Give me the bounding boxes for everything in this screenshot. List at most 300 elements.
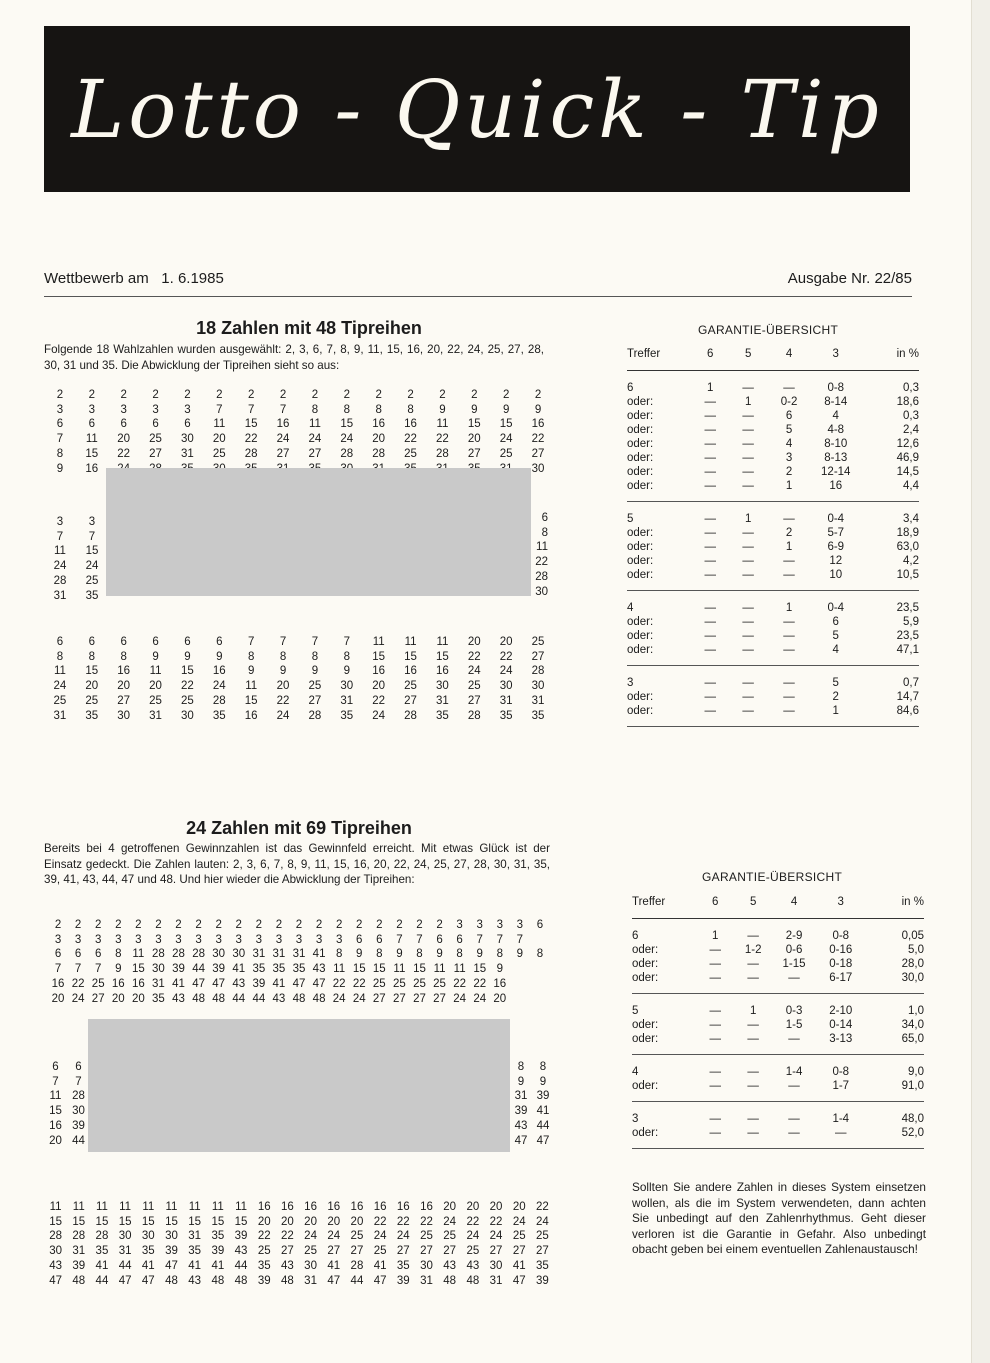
- grid-number: 7: [74, 963, 82, 976]
- grid-number: 8: [517, 1061, 525, 1073]
- grid-number: 22: [420, 1215, 433, 1228]
- table-cell: 9,0: [908, 1065, 924, 1078]
- grid-number: 22: [372, 694, 386, 707]
- table-cell: 8-13: [824, 451, 848, 464]
- grid-number: 43: [232, 977, 246, 990]
- system-grid-24-top: [48, 918, 550, 1006]
- grid-number: 2: [279, 389, 287, 401]
- table-row: [627, 540, 919, 554]
- grid-number: 44: [350, 1274, 364, 1287]
- table-row: [627, 526, 919, 540]
- grid-number: 28: [72, 1090, 85, 1103]
- table-cell: 1,0: [908, 1004, 924, 1017]
- grid-number: 6: [184, 636, 191, 648]
- grid-number: 25: [85, 574, 99, 587]
- table-row: [627, 423, 919, 437]
- table-cell: —: [783, 676, 795, 689]
- grid-number: 48: [72, 1274, 86, 1287]
- table-cell: 4: [627, 601, 634, 614]
- table-cell: 4: [832, 409, 839, 422]
- table-cell: oder:: [632, 943, 659, 956]
- grid-number: 41: [272, 977, 286, 990]
- grid-number: 25: [393, 977, 406, 990]
- table-cell: 1: [744, 395, 752, 408]
- table-cell: 10: [829, 568, 843, 581]
- table-cell: —: [747, 971, 759, 984]
- grid-number: 35: [212, 709, 226, 722]
- grid-number: 20: [493, 992, 507, 1005]
- grid-number: 28: [308, 709, 322, 722]
- table-cell: —: [704, 554, 716, 567]
- grid-number: 41: [211, 1259, 225, 1272]
- grid-number: 20: [257, 1215, 271, 1228]
- grid-number: 20: [350, 1215, 364, 1228]
- grid-number: 31: [436, 694, 449, 707]
- table-cell: —: [747, 957, 759, 970]
- table-row: [627, 381, 919, 395]
- grid-number: 25: [257, 1245, 271, 1258]
- table-header: in %: [896, 347, 919, 360]
- table-cell: 3: [632, 1112, 639, 1125]
- table-cell: 18,9: [896, 526, 919, 539]
- grid-number: 6: [152, 418, 159, 431]
- grid-number: 22: [466, 1215, 480, 1228]
- grid-number: 41: [512, 1259, 526, 1272]
- system-grid-18-top: [44, 388, 554, 476]
- grid-number: 11: [95, 1201, 108, 1213]
- grid-number: 7: [396, 933, 403, 946]
- grid-number: 9: [184, 650, 191, 663]
- grid-number: 24: [340, 433, 354, 446]
- guarantee-title-24: GARANTIE-ÜBERSICHT: [702, 870, 843, 884]
- grid-number: 6: [74, 948, 82, 961]
- grid-number: 22: [71, 977, 85, 990]
- grid-number: 27: [372, 992, 386, 1005]
- table-row: [632, 1079, 924, 1093]
- grid-number: 35: [436, 709, 449, 722]
- table-row: [627, 395, 919, 409]
- grid-number: 20: [131, 992, 145, 1005]
- grid-number: 48: [165, 1274, 178, 1287]
- grid-number: 22: [436, 433, 449, 446]
- grid-number: 22: [531, 433, 545, 446]
- grid-number: 48: [443, 1274, 457, 1287]
- grid-number: 44: [192, 963, 205, 976]
- grid-number: 9: [216, 650, 223, 663]
- grid-number: 30: [436, 680, 449, 693]
- grid-number: 6: [456, 933, 463, 946]
- grid-number: 22: [281, 1230, 294, 1243]
- grid-number: 35: [531, 709, 545, 722]
- table-row: [632, 1065, 924, 1079]
- grid-number: 20: [276, 680, 290, 693]
- grid-number: 2: [311, 389, 319, 401]
- table-cell: —: [709, 1018, 721, 1031]
- grid-number: 24: [276, 433, 290, 446]
- table-cell: —: [747, 929, 759, 942]
- grid-number: 16: [436, 665, 449, 678]
- table-cell: 2-10: [829, 1004, 853, 1017]
- table-cell: oder:: [627, 479, 654, 492]
- grid-number: 6: [356, 933, 363, 946]
- table-cell: 0-8: [832, 929, 850, 942]
- grid-number: 27: [531, 447, 545, 460]
- grid-number: 2: [275, 919, 283, 931]
- table-cell: 1: [785, 540, 793, 553]
- grid-number: 7: [88, 530, 96, 543]
- table-cell: 6-9: [827, 540, 845, 553]
- table-cell: —: [783, 512, 795, 525]
- grid-number: 27: [117, 694, 131, 707]
- table-header: 6: [712, 895, 719, 908]
- grid-number: 15: [244, 418, 258, 431]
- grid-number: 22: [257, 1230, 271, 1243]
- table-row: [627, 554, 919, 568]
- guarantee-title-18: GARANTIE-ÜBERSICHT: [698, 323, 839, 337]
- grid-number: 2: [343, 389, 351, 401]
- grid-number: 8: [539, 1061, 547, 1073]
- grid-number: 2: [56, 389, 64, 401]
- grid-number: 8: [536, 948, 544, 961]
- table-cell: 47,1: [896, 643, 919, 656]
- grid-number: 39: [234, 1230, 248, 1243]
- grid-number: 9: [311, 665, 319, 678]
- grid-number: 11: [245, 680, 258, 693]
- grid-number: 6: [536, 919, 544, 931]
- table-cell: 5: [832, 676, 839, 689]
- grid-number: 25: [372, 977, 386, 990]
- grid-number: 15: [244, 694, 258, 707]
- grid-number: 9: [517, 1075, 525, 1088]
- grid-number: 35: [340, 709, 354, 722]
- grid-number: 25: [308, 680, 322, 693]
- table-cell: —: [742, 690, 754, 703]
- table-cell: —: [783, 615, 795, 628]
- grid-number: 24: [212, 680, 226, 693]
- grid-number: 24: [327, 1230, 341, 1243]
- grid-number: 15: [72, 1215, 86, 1228]
- grid-number: 24: [304, 1230, 317, 1243]
- grid-number: 11: [393, 963, 406, 976]
- table-cell: —: [747, 1018, 759, 1031]
- table-cell: 1-7: [832, 1079, 850, 1092]
- grid-number: 20: [512, 1201, 526, 1213]
- grid-number: 48: [192, 992, 205, 1005]
- table-cell: —: [783, 643, 795, 656]
- grid-number: 27: [413, 992, 426, 1005]
- grid-number: 16: [117, 665, 131, 678]
- table-row: [627, 451, 919, 465]
- table-header: 3: [837, 895, 844, 908]
- grid-number: 16: [281, 1201, 294, 1213]
- grid-number: 43: [312, 963, 326, 976]
- grid-number: 27: [350, 1245, 364, 1258]
- table-row: [632, 1018, 924, 1032]
- grid-number: 28: [372, 447, 386, 460]
- grid-number: 2: [375, 389, 382, 401]
- grid-number: 7: [56, 433, 64, 446]
- table-row: [632, 1032, 924, 1046]
- table-cell: —: [742, 554, 754, 567]
- grid-number: 24: [396, 1230, 410, 1243]
- grid-number: 43: [443, 1259, 457, 1272]
- grid-number: 43: [272, 992, 286, 1005]
- grid-number: 3: [155, 933, 162, 946]
- table-cell: —: [704, 540, 716, 553]
- grid-number: 6: [120, 636, 127, 648]
- grid-number: 27: [396, 1245, 410, 1258]
- grid-number: 22: [117, 447, 131, 460]
- grid-number: 15: [467, 418, 481, 431]
- table-cell: 0,3: [903, 381, 919, 394]
- grid-number: 3: [295, 933, 303, 946]
- table-cell: 2-9: [785, 929, 803, 942]
- grid-number: 24: [512, 1215, 526, 1228]
- grid-number: 30: [141, 1230, 155, 1243]
- grid-number: 24: [276, 709, 290, 722]
- grid-number: 35: [272, 963, 286, 976]
- grid-number: 47: [373, 1274, 387, 1287]
- grid-number: 15: [404, 650, 417, 663]
- grid-number: 25: [404, 447, 417, 460]
- grid-number: 9: [534, 403, 542, 416]
- table-cell: oder:: [632, 1032, 659, 1045]
- grid-number: 24: [466, 1230, 480, 1243]
- table-cell: 0-2: [780, 395, 798, 408]
- table-cell: 1: [749, 1004, 757, 1017]
- table-cell: —: [788, 1079, 800, 1092]
- header-rule: [44, 296, 912, 297]
- grid-number: 24: [499, 433, 513, 446]
- grid-number: 30: [212, 948, 226, 961]
- table-cell: oder:: [632, 957, 659, 970]
- table-cell: —: [704, 615, 716, 628]
- grid-number: 20: [149, 680, 162, 693]
- grid-number: 8: [247, 650, 255, 663]
- table-cell: oder:: [627, 704, 654, 717]
- table-cell: 14,5: [896, 465, 919, 478]
- redacted-area: [88, 1019, 510, 1152]
- grid-number: 2: [502, 389, 510, 401]
- grid-number: 9: [396, 948, 403, 961]
- table-cell: 0-3: [785, 1004, 803, 1017]
- grid-number: 20: [304, 1215, 317, 1228]
- grid-number: 8: [335, 948, 343, 961]
- grid-number: 30: [49, 1245, 62, 1258]
- grid-number: 30: [165, 1230, 178, 1243]
- grid-number: 44: [232, 992, 246, 1005]
- table-cell: oder:: [627, 690, 654, 703]
- table-cell: 1-5: [785, 1018, 803, 1031]
- grid-number: 39: [212, 963, 226, 976]
- grid-number: 43: [188, 1274, 202, 1287]
- table-cell: —: [742, 465, 754, 478]
- grid-number: 35: [141, 1245, 155, 1258]
- grid-number: 43: [281, 1259, 294, 1272]
- grid-number: 16: [373, 1201, 387, 1213]
- grid-number: 27: [536, 1245, 549, 1258]
- grid-number: 15: [234, 1215, 248, 1228]
- grid-number: 11: [308, 418, 321, 431]
- table-row: [627, 409, 919, 423]
- table-row: [627, 512, 919, 526]
- grid-number: 20: [111, 992, 125, 1005]
- grid-number: 27: [327, 1245, 341, 1258]
- grid-number: 39: [72, 1119, 85, 1132]
- table-cell: —: [783, 568, 795, 581]
- grid-number: 31: [420, 1274, 433, 1287]
- grid-number: 3: [235, 933, 242, 946]
- table-cell: 6: [832, 615, 839, 628]
- table-cell: oder:: [627, 643, 654, 656]
- grid-number: 27: [149, 447, 162, 460]
- grid-number: 27: [489, 1245, 503, 1258]
- table-cell: —: [783, 381, 795, 394]
- grid-number: 41: [373, 1259, 387, 1272]
- grid-number: 9: [247, 665, 255, 678]
- grid-number: 15: [95, 1215, 109, 1228]
- grid-number: 48: [466, 1274, 480, 1287]
- table-row: [632, 1004, 924, 1018]
- table-cell: 46,9: [896, 451, 919, 464]
- table-cell: 8-14: [824, 395, 848, 408]
- grid-number: 7: [476, 933, 483, 946]
- grid-number: 7: [75, 1075, 82, 1088]
- table-row: [627, 601, 919, 615]
- table-row: [627, 465, 919, 479]
- grid-number: 31: [53, 709, 67, 722]
- grid-number: 16: [244, 709, 258, 722]
- grid-number: 31: [188, 1230, 202, 1243]
- grid-number: 2: [184, 389, 191, 401]
- grid-number: 35: [85, 709, 99, 722]
- guarantee-table-24: [632, 890, 924, 1149]
- grid-number: 8: [343, 403, 351, 416]
- grid-number: 22: [244, 433, 258, 446]
- table-cell: 48,0: [901, 1112, 924, 1125]
- grid-number: 27: [281, 1245, 294, 1258]
- grid-number: 31: [499, 694, 513, 707]
- grid-number: 6: [52, 1061, 59, 1073]
- grid-number: 20: [489, 1201, 503, 1213]
- grid-number: 30: [152, 963, 165, 976]
- grid-number: 6: [120, 418, 127, 431]
- table-cell: —: [704, 451, 716, 464]
- grid-number: 28: [192, 948, 205, 961]
- grid-number: 44: [536, 1119, 550, 1132]
- grid-number: 31: [292, 948, 306, 961]
- table-cell: —: [709, 971, 721, 984]
- grid-number: 8: [56, 447, 64, 460]
- grid-number: 28: [152, 948, 165, 961]
- table-cell: oder:: [627, 540, 654, 553]
- grid-number: 20: [466, 1201, 480, 1213]
- grid-number: 15: [211, 1215, 225, 1228]
- grid-number: 44: [252, 992, 266, 1005]
- grid-number: 15: [49, 1105, 62, 1118]
- grid-number: 16: [51, 977, 65, 990]
- grid-number: 47: [192, 977, 205, 990]
- grid-number: 11: [49, 1201, 62, 1213]
- grid-number: 20: [327, 1215, 341, 1228]
- grid-number: 11: [53, 665, 66, 678]
- grid-number: 6: [56, 418, 64, 431]
- grid-number: 7: [516, 933, 524, 946]
- table-header: 6: [707, 347, 714, 360]
- table-row: [632, 943, 924, 957]
- grid-number: 35: [396, 1259, 410, 1272]
- grid-number: 48: [292, 992, 306, 1005]
- grid-number: 16: [493, 977, 507, 990]
- grid-number: 3: [88, 516, 96, 528]
- table-cell: 63,0: [896, 540, 919, 553]
- table-cell: —: [742, 540, 754, 553]
- table-cell: oder:: [627, 568, 654, 581]
- grid-number: 47: [514, 1134, 528, 1147]
- grid-number: 41: [95, 1259, 109, 1272]
- table-row: [632, 971, 924, 985]
- table-cell: —: [709, 1065, 721, 1078]
- grid-number: 47: [512, 1274, 526, 1287]
- grid-number: 9: [115, 963, 122, 976]
- grid-number: 41: [232, 963, 246, 976]
- table-cell: 12,6: [896, 437, 919, 450]
- table-cell: —: [788, 1126, 800, 1139]
- table-cell: oder:: [627, 423, 654, 436]
- table-cell: —: [704, 423, 716, 436]
- table-row: [632, 1126, 924, 1140]
- grid-number: 2: [295, 919, 303, 931]
- grid-number: 3: [496, 919, 503, 931]
- grid-number: 3: [456, 919, 463, 931]
- grid-number: 43: [234, 1245, 248, 1258]
- grid-number: 27: [420, 1245, 433, 1258]
- table-cell: 0,7: [903, 676, 919, 689]
- grid-number: 22: [373, 1215, 387, 1228]
- table-cell: 0,3: [903, 409, 919, 422]
- grid-number: 39: [211, 1245, 225, 1258]
- table-row: [627, 643, 919, 657]
- grid-number: 20: [212, 433, 226, 446]
- grid-number: 8: [456, 948, 463, 961]
- table-cell: 6-17: [829, 971, 853, 984]
- grid-number: 25: [531, 636, 545, 648]
- grid-number: 7: [496, 933, 503, 946]
- grid-number: 7: [216, 403, 223, 416]
- table-cell: 1-4: [785, 1065, 803, 1078]
- table-row: [627, 615, 919, 629]
- grid-number: 47: [49, 1274, 62, 1287]
- grid-number: 3: [175, 933, 182, 946]
- grid-number: 24: [453, 992, 467, 1005]
- grid-number: [510, 992, 530, 1007]
- grid-number: 11: [119, 1201, 132, 1213]
- grid-number: 9: [56, 462, 64, 475]
- table-cell: —: [709, 943, 721, 956]
- grid-number: 15: [499, 418, 513, 431]
- table-cell: oder:: [627, 409, 654, 422]
- table-cell: —: [704, 526, 716, 539]
- grid-number: 39: [72, 1259, 86, 1272]
- grid-number: 25: [466, 1245, 480, 1258]
- grid-number: 27: [308, 447, 322, 460]
- table-cell: 4,4: [903, 479, 919, 492]
- table-cell: —: [704, 395, 716, 408]
- table-cell: oder:: [627, 437, 654, 450]
- table-cell: —: [709, 1112, 721, 1125]
- table-cell: —: [742, 526, 754, 539]
- grid-number: 9: [471, 403, 478, 416]
